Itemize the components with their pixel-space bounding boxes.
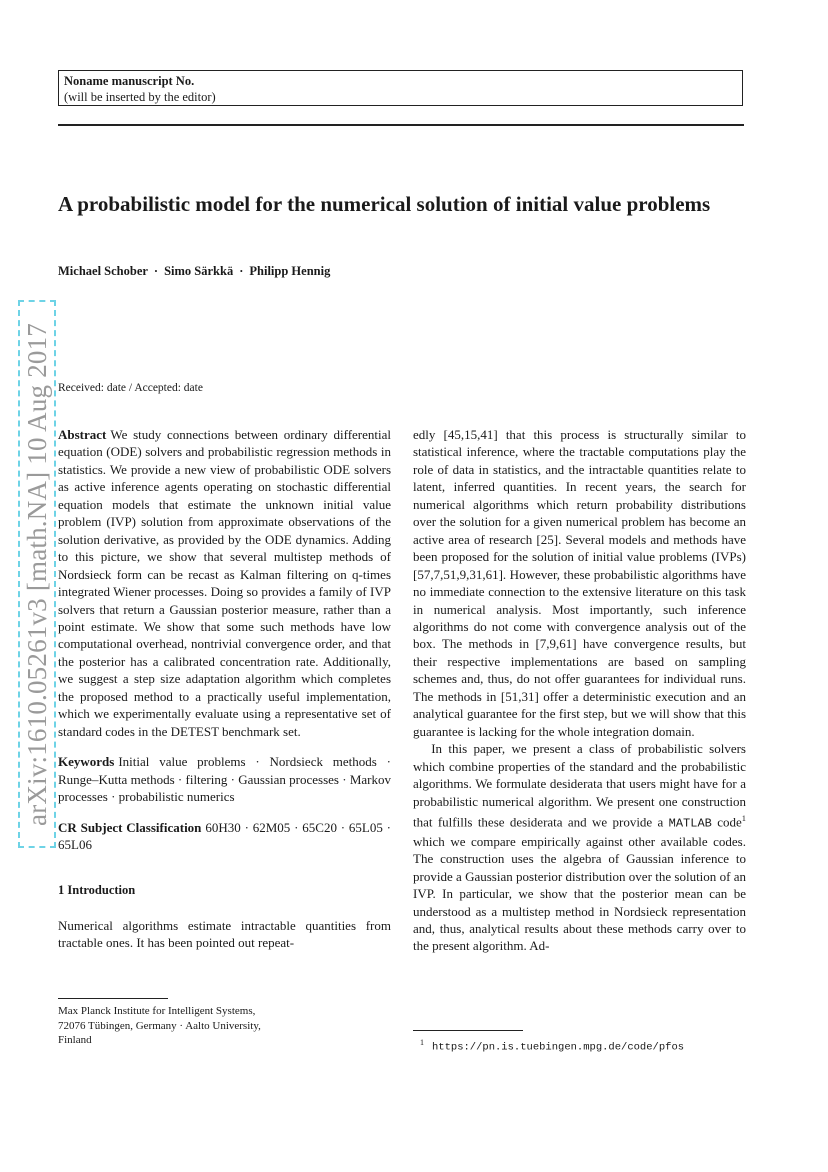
author-name: Simo Särkkä [164, 264, 234, 278]
keywords-text: Initial value problems · Nordsieck methods · Runge–Kutta methods · filtering · Gaussian processes · Markov processes · probabilistic numerics [58, 754, 391, 805]
arxiv-identifier-stamp[interactable] [18, 300, 56, 848]
section-heading-introduction: 1 Introduction [58, 883, 136, 898]
arxiv-identifier-text: arXiv:1610.05261v3 [math.NA] 10 Aug 2017 [21, 322, 52, 826]
affiliation-block [58, 1004, 358, 1048]
author-list [58, 264, 748, 279]
left-column [58, 426, 391, 952]
affiliation-line: Max Planck Institute for Intelligent Systems, [58, 1005, 256, 1017]
footnote-marker[interactable]: 1 [741, 812, 747, 823]
introduction-paragraph-start: Numerical algorithms estimate intractable quantities from tractable ones. It has been pointed out repeat- [58, 917, 391, 951]
paper-title: A probabilistic model for the numerical solution of initial value problems [58, 192, 711, 216]
manuscript-number-label: Noname manuscript No. [64, 74, 195, 88]
abstract-text: We study connections between ordinary differential equation (ODE) solvers and probabilistic regression methods in statistics. We provide a new view of probabilistic ODE solvers as active inference agents operating on stochastic differential equation models that estimate the unknown initial value problem (IVP) solution from approximate observations of the solution derivative, as provided by the ODE dynamics. Adding to this picture, we show that several multistep methods of Nordsieck form can be recast as Kalman filtering on q-times integrated Wiener processes. Doing so provides a family of IVP solvers that return a Gaussian posterior measure, rather than a point estimate. We show that some such methods have low computational overhead, nontrivial convergence order, and that the posterior has a calibrated concentration rate. Additionally, we suggest a step size adaptation algorithm which completes the proposed method to a practically useful implementation, which we experimentally evaluate using a representative set of standard codes in the DETEST benchmark set. [58, 427, 391, 739]
introduction-paragraph-2 [413, 740, 746, 955]
footnote [420, 1038, 684, 1054]
manuscript-editor-note: (will be inserted by the editor) [64, 90, 216, 104]
footnote-rule [413, 1030, 523, 1031]
manuscript-header-box [58, 70, 743, 106]
author-separator: · [153, 264, 159, 278]
received-accepted-line: Received: date / Accepted: date [58, 382, 203, 394]
cr-subject-classification [58, 819, 391, 854]
abstract-label: Abstract [58, 427, 107, 442]
author-separator: · [239, 264, 244, 278]
cr-subject-text: 60H30 · 62M05 · 65C20 · 65L05 · 65L06 [58, 819, 391, 852]
header-rule [58, 124, 744, 126]
paragraph-text: In this paper, we present a class of probabilistic solvers which combine properties of the standard and the probabilistic algorithms. We formulate desiderata that users might have for a probabilistic numerical algorithm. We present one construction that fulfills these desiderata and we provide a [413, 741, 746, 830]
abstract [58, 426, 391, 740]
matlab-code-term: MATLAB [668, 816, 712, 831]
cr-subject-label: CR Subject Classification [58, 819, 202, 835]
footnote-number: 1 [420, 1038, 424, 1047]
keywords [58, 753, 391, 805]
affiliation-line: Finland [58, 1034, 92, 1046]
author-name: Michael Schober [58, 264, 148, 278]
affiliation-line: 72076 Tübingen, Germany · Aalto University, [58, 1019, 261, 1032]
paragraph-text: code [717, 814, 742, 830]
keywords-label: Keywords [58, 754, 115, 770]
introduction-paragraph-continued: edly [45,15,41] that this process is structurally similar to statistical inference, where the tractable computations play the role of data in statistics, and the intractable quantities relate to latent, inferred quantities. In recent years, the search for numerical algorithms which return probability distributions over the solution for a given numerical problem has become an active area of research [25]. Several models and methods have been proposed for the solution of initial value problems (IVPs) [57,7,51,9,31,61]. However, these probabilistic algorithms have no immediate connection to the extensive literature on this task in numerical analysis. Most importantly, such inference algorithms do not come with convergence analysis out of the box. The methods in [7,9,61] have convergence results, but their respective implementations are based on sampling schemes and, thus, do not offer guarantees for individual runs. The methods in [51,31] offer a deterministic execution and an analytical guarantee for the first step, but we will show that this guarantee is lacking for the whole integration domain. [413, 427, 746, 739]
footnote-url-link[interactable]: https://pn.is.tuebingen.mpg.de/code/pfos [432, 1041, 685, 1054]
affiliation-rule [58, 998, 168, 999]
author-name: Philipp Hennig [249, 264, 331, 278]
paragraph-text: which we compare empirically against other available codes. The construction uses the algebra of Gaussian inference to provide a Gaussian posterior distribution over the solution of an IVP. In particular, we show that the posterior mean can be understood as a multistep method in Nordsieck representation and, thus, analytical results about these methods carry over to the present algorithm. Ad- [413, 833, 746, 954]
right-column [413, 426, 746, 955]
